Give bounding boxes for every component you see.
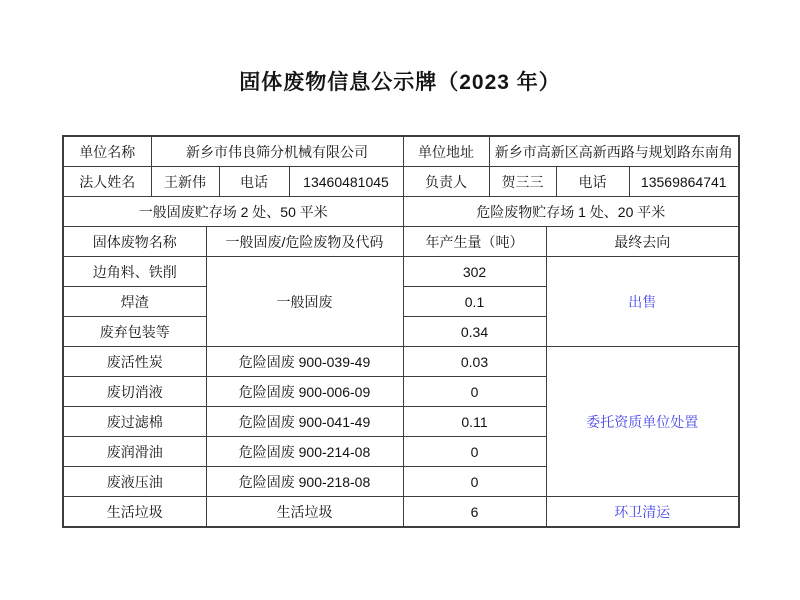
waste-name-cell: 废切消液 bbox=[63, 377, 206, 407]
table-row bbox=[63, 167, 739, 197]
waste-row bbox=[63, 347, 739, 377]
manager-phone-value: 13569864741 bbox=[629, 167, 739, 197]
unit-name-label: 单位名称 bbox=[63, 136, 151, 167]
solid-waste-notice-table bbox=[62, 135, 740, 528]
legal-phone-label: 电话 bbox=[219, 167, 289, 197]
waste-name-cell: 废弃包装等 bbox=[63, 317, 206, 347]
waste-amount-cell: 0 bbox=[403, 437, 546, 467]
waste-name-cell: 废过滤棉 bbox=[63, 407, 206, 437]
waste-destination-cell: 出售 bbox=[546, 257, 739, 347]
waste-category-cell: 危险固废 900-218-08 bbox=[206, 467, 403, 497]
waste-category-cell: 危险固废 900-039-49 bbox=[206, 347, 403, 377]
table-row bbox=[63, 136, 739, 167]
waste-destination-cell: 环卫清运 bbox=[546, 497, 739, 528]
manager-phone-label: 电话 bbox=[556, 167, 629, 197]
waste-category-cell: 危险固废 900-006-09 bbox=[206, 377, 403, 407]
legal-phone-value: 13460481045 bbox=[289, 167, 403, 197]
waste-amount-cell: 6 bbox=[403, 497, 546, 528]
waste-amount-cell: 302 bbox=[403, 257, 546, 287]
legal-person-value: 王新伟 bbox=[151, 167, 219, 197]
table-row bbox=[63, 197, 739, 227]
waste-name-cell: 废液压油 bbox=[63, 467, 206, 497]
waste-category-cell: 生活垃圾 bbox=[206, 497, 403, 528]
manager-value: 贺三三 bbox=[489, 167, 556, 197]
waste-amount-cell: 0.03 bbox=[403, 347, 546, 377]
waste-name-cell: 焊渣 bbox=[63, 287, 206, 317]
general-storage-info: 一般固废贮存场 2 处、50 平米 bbox=[63, 197, 403, 227]
hazardous-storage-info: 危险废物贮存场 1 处、20 平米 bbox=[403, 197, 739, 227]
waste-row bbox=[63, 497, 739, 528]
waste-amount-cell: 0.34 bbox=[403, 317, 546, 347]
waste-row bbox=[63, 257, 739, 287]
header-waste-destination: 最终去向 bbox=[546, 227, 739, 257]
waste-category-cell: 危险固废 900-214-08 bbox=[206, 437, 403, 467]
waste-name-cell: 生活垃圾 bbox=[63, 497, 206, 528]
page-title: 固体废物信息公示牌（2023 年） bbox=[239, 71, 561, 94]
waste-amount-cell: 0 bbox=[403, 377, 546, 407]
waste-name-cell: 废活性炭 bbox=[63, 347, 206, 377]
header-waste-name: 固体废物名称 bbox=[63, 227, 206, 257]
header-waste-amount: 年产生量（吨） bbox=[403, 227, 546, 257]
waste-name-cell: 废润滑油 bbox=[63, 437, 206, 467]
waste-amount-cell: 0.1 bbox=[403, 287, 546, 317]
waste-name-cell: 边角料、铁削 bbox=[63, 257, 206, 287]
waste-category-cell: 危险固废 900-041-49 bbox=[206, 407, 403, 437]
unit-address-label: 单位地址 bbox=[403, 136, 489, 167]
waste-destination-cell: 委托资质单位处置 bbox=[546, 347, 739, 497]
waste-amount-cell: 0.11 bbox=[403, 407, 546, 437]
waste-header-row bbox=[63, 227, 739, 257]
manager-label: 负责人 bbox=[403, 167, 489, 197]
unit-address-value: 新乡市高新区高新西路与规划路东南角 bbox=[489, 136, 739, 167]
header-waste-category: 一般固废/危险废物及代码 bbox=[206, 227, 403, 257]
unit-name-value: 新乡市伟良筛分机械有限公司 bbox=[151, 136, 403, 167]
waste-category-cell: 一般固废 bbox=[206, 257, 403, 347]
waste-amount-cell: 0 bbox=[403, 467, 546, 497]
legal-person-label: 法人姓名 bbox=[63, 167, 151, 197]
